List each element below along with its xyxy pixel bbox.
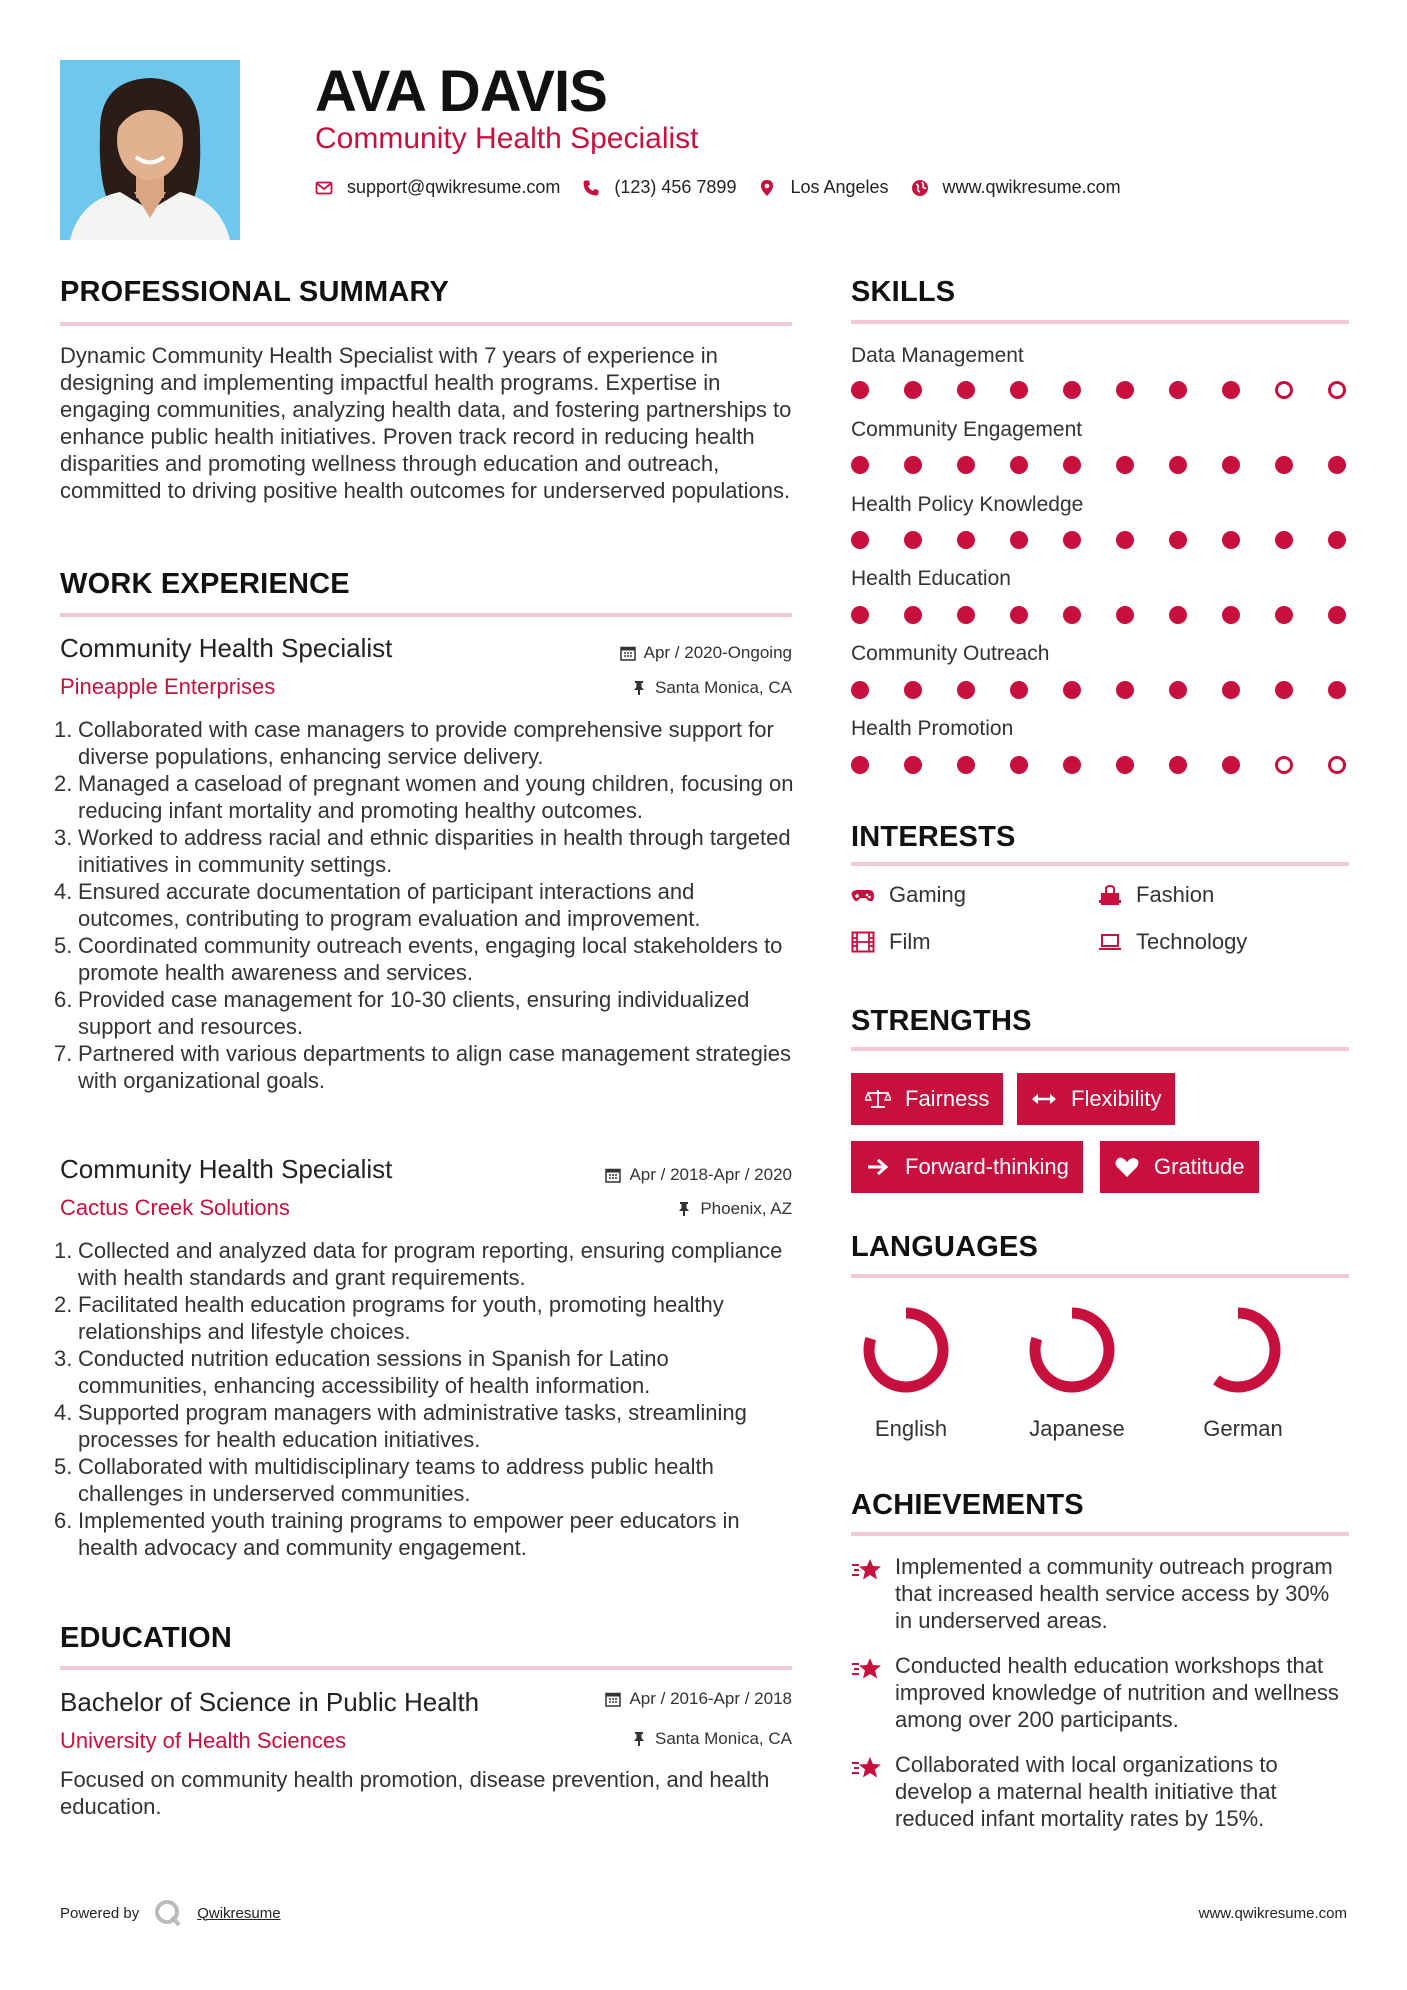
location-text: Los Angeles [790,177,889,197]
job-1-location [631,678,792,698]
degree-title: Bachelor of Science in Public Health [60,1687,480,1717]
education-location [631,1729,792,1749]
skill-dot [1328,606,1346,624]
star-award-icon [851,1557,883,1585]
interest-label: Technology [1136,929,1248,954]
skill-dot [957,456,975,474]
bullet-text: Collaborated with case managers to provide comprehensive support for diverse populations, enhancing service delivery. [78,717,774,769]
list-item: 4. Supported program managers with administrative tasks, streamlining processes for health education initiatives. [54,1400,747,1452]
skill-dot [1116,456,1134,474]
skill-dot [1116,681,1134,699]
job-1-dates-text: Apr / 2020-Ongoing [643,643,792,662]
shopping-bag-icon [1098,884,1122,906]
language-gauge [1012,1300,1132,1400]
skill-label: Health Policy Knowledge [851,493,1084,516]
skill-dot [1116,756,1134,774]
job-1-dates [620,643,792,663]
gamepad-icon [851,884,875,906]
skill-rating [851,681,1349,701]
interest-label: Film [889,929,931,954]
skill-dot [1116,606,1134,624]
arrows-horizontal-icon [1031,1088,1057,1110]
skill-rating [851,756,1349,776]
skill-dot [1169,381,1187,399]
skills-heading: SKILLS [851,276,956,308]
work-divider [60,613,792,617]
bullet-text: Collaborated with multidisciplinary teams to address public health challenges in underserved communities. [78,1454,714,1506]
skill-dot [1275,381,1293,399]
skill-dot [1328,681,1346,699]
skill-rating [851,456,1349,476]
laptop-icon [1098,931,1122,953]
job-2-location [676,1199,792,1219]
list-item: 1. Collected and analyzed data for program reporting, ensuring compliance with health standards and grant requirements. [54,1238,783,1290]
film-icon [851,931,875,953]
interest-label: Fashion [1136,882,1215,907]
email-text: support@qwikresume.com [347,177,561,197]
star-award-icon [851,1755,883,1783]
skill-dot [957,756,975,774]
achievements-heading: ACHIEVEMENTS [851,1489,1084,1521]
skill-dot [1063,681,1081,699]
footer-website[interactable]: www.qwikresume.com [1198,1905,1347,1922]
heart-icon [1114,1156,1140,1178]
skill-dot [1010,606,1028,624]
skill-dot [851,456,869,474]
job-1-location-text: Santa Monica, CA [654,678,792,697]
skill-dot [904,381,922,399]
summary-text: Dynamic Community Health Specialist with 7 years of experience in designing and implementing impactful health programs. Expertise in engaging communities, analyzing health data, and fostering partnerships to enhance public health initiatives. Proven track record in reducing health disparities and promoting wellness through education and outreach, committed to driving positive health outcomes for underserved populations. [60,343,792,503]
skill-dot [1222,456,1240,474]
skill-label: Community Engagement [851,418,1083,441]
bullet-text: Ensured accurate documentation of participant interactions and outcomes, contributing to program evaluation and improvement. [78,879,701,931]
language-label: English [874,1416,948,1441]
skill-dot [1169,606,1187,624]
language-gauge [1178,1300,1298,1400]
job-1-bullets [54,716,800,1094]
skill-dot [1328,756,1346,774]
skill-dot [1222,756,1240,774]
powered-by-text: Powered by [60,1904,140,1922]
contact-location [758,177,888,198]
skill-dot [1010,531,1028,549]
job-2-title: Community Health Specialist [60,1154,393,1184]
strength-tag [851,1141,1083,1193]
achievements-divider [851,1532,1349,1536]
skill-dot [1275,681,1293,699]
skill-dot [1063,381,1081,399]
phone-text: (123) 456 7899 [614,177,737,197]
summary-divider [60,322,792,326]
envelope-icon [315,179,333,197]
job-1-company: Pineapple Enterprises [60,674,276,699]
skill-dot [904,681,922,699]
strength-label: Fairness [905,1086,990,1111]
bullet-text: Coordinated community outreach events, engaging local stakeholders to promote health awareness and services. [78,933,783,985]
bullet-text: Partnered with various departments to align case management strategies with organizational goals. [78,1041,791,1093]
skill-dot [1063,606,1081,624]
strength-label: Forward-thinking [905,1154,1069,1179]
skill-dot [1222,381,1240,399]
interests-heading: INTERESTS [851,821,1016,853]
skill-dot [1275,531,1293,549]
language-arc-fill [869,1313,943,1387]
arrow-right-icon [865,1156,891,1178]
skill-dot [851,756,869,774]
list-item: 5. Coordinated community outreach events, engaging local stakeholders to promote health awareness and services. [54,933,783,985]
education-dates-text: Apr / 2016-Apr / 2018 [629,1689,792,1708]
strength-tag [1017,1073,1175,1125]
education-description: Focused on community health promotion, disease prevention, and health education. [60,1767,770,1819]
calendar-icon [605,1167,621,1183]
job-1-title: Community Health Specialist [60,633,393,663]
list-item: 7. Partnered with various departments to align case management strategies with organizational goals. [54,1041,791,1093]
language-arc [1022,1300,1122,1400]
language-label: Japanese [1029,1416,1125,1441]
skill-dot [1169,756,1187,774]
profile-photo [60,60,240,240]
skill-dot [1063,456,1081,474]
education-heading: EDUCATION [60,1622,233,1654]
skill-dot [1116,531,1134,549]
brand-link[interactable]: Qwikresume [197,1904,281,1922]
skill-dot [1063,756,1081,774]
globe-icon [911,179,929,197]
skill-dot [1116,381,1134,399]
skill-dot [1010,381,1028,399]
education-divider [60,1666,792,1670]
skill-rating [851,531,1349,551]
skill-dot [1010,681,1028,699]
list-item: 3. Conducted nutrition education sessions in Spanish for Latino communities, enhancing accessibility of health information. [54,1346,669,1398]
pushpin-icon [631,1731,647,1747]
job-2-dates-text: Apr / 2018-Apr / 2020 [629,1165,792,1184]
language-arc [856,1300,956,1400]
balance-scale-icon [865,1088,891,1110]
job-2-dates [605,1165,792,1185]
qwikresume-logo-icon [153,1898,183,1928]
skill-dot [1063,531,1081,549]
interests-divider [851,862,1349,866]
skill-dot [1222,531,1240,549]
map-pin-icon [758,179,776,197]
pushpin-icon [676,1201,692,1217]
skill-dot [1169,456,1187,474]
skill-dot [1222,681,1240,699]
list-item: 2. Managed a caseload of pregnant women and young children, focusing on reducing infant mortality and promoting healthy outcomes. [54,771,794,823]
bullet-text: Implemented youth training programs to empower peer educators in health advocacy and community engagement. [78,1508,740,1560]
achievement-text: Implemented a community outreach program that increased health service access by 30% in underserved areas. [895,1554,1333,1633]
skill-dot [957,381,975,399]
strengths-divider [851,1047,1349,1051]
calendar-icon [605,1691,621,1707]
skill-dot [1328,381,1346,399]
list-item: 3. Worked to address racial and ethnic disparities in health through targeted initiatives in community settings. [54,825,791,877]
interest-label: Gaming [889,882,967,907]
skill-dot [904,756,922,774]
interest-item [851,929,931,955]
list-item: 2. Facilitated health education programs for youth, promoting healthy relationships and lifestyle choices. [54,1292,724,1344]
summary-heading: PROFESSIONAL SUMMARY [60,276,450,308]
strength-tag [1100,1141,1259,1193]
languages-heading: LANGUAGES [851,1231,1039,1263]
candidate-name: AVA DAVIS [315,59,607,124]
skill-dot [1275,606,1293,624]
skill-dot [1010,456,1028,474]
interest-item [1098,929,1247,955]
contact-website[interactable] [911,177,1121,198]
work-heading: WORK EXPERIENCE [60,568,350,600]
language-gauge [846,1300,966,1400]
website-text: www.qwikresume.com [942,177,1121,197]
bullet-text: Supported program managers with administrative tasks, streamlining processes for health education initiatives. [78,1400,747,1452]
languages-divider [851,1274,1349,1278]
skill-dot [957,606,975,624]
skill-dot [904,456,922,474]
skill-dot [851,606,869,624]
strength-label: Gratitude [1154,1154,1245,1179]
interest-item [1098,882,1214,908]
list-item: 1. Collaborated with case managers to provide comprehensive support for diverse populations, enhancing service delivery. [54,717,774,769]
job-2-bullets [54,1237,800,1561]
pushpin-icon [631,680,647,696]
list-item: 6. Implemented youth training programs to empower peer educators in health advocacy and community engagement. [54,1508,740,1560]
language-arc-fill [1216,1313,1275,1387]
calendar-icon [620,645,636,661]
skill-dot [1222,606,1240,624]
job-2-location-text: Phoenix, AZ [700,1199,792,1218]
contact-bar [315,177,1143,198]
list-item: 5. Collaborated with multidisciplinary teams to address public health challenges in underserved communities. [54,1454,714,1506]
skill-dot [1010,756,1028,774]
contact-phone[interactable] [582,177,736,198]
language-arc [1188,1300,1288,1400]
school-name: University of Health Sciences [60,1728,347,1753]
achievement-text: Collaborated with local organizations to develop a maternal health initiative that reduced infant mortality rates by 15%. [895,1752,1278,1831]
bullet-text: Managed a caseload of pregnant women and young children, focusing on reducing infant mortality and promoting healthy outcomes. [78,771,794,823]
achievement-text: Conducted health education workshops that improved knowledge of nutrition and wellness among over 200 participants. [895,1653,1339,1732]
skill-label: Health Promotion [851,717,1014,740]
job-2-company: Cactus Creek Solutions [60,1195,290,1220]
education-dates [605,1689,792,1709]
skill-dot [1275,456,1293,474]
skill-dot [904,531,922,549]
contact-email[interactable] [315,177,560,198]
skill-dot [851,681,869,699]
skill-dot [851,531,869,549]
skill-dot [1328,531,1346,549]
skill-rating [851,606,1349,626]
list-item: 4. Ensured accurate documentation of participant interactions and outcomes, contributing to program evaluation and improvement. [54,879,701,931]
list-item: 6. Provided case management for 10-30 clients, ensuring individualized support and resources. [54,987,750,1039]
footer-powered [60,1898,281,1928]
skill-dot [957,681,975,699]
bullet-text: Provided case management for 10-30 clients, ensuring individualized support and resources. [78,987,750,1039]
phone-icon [582,179,600,197]
bullet-text: Collected and analyzed data for program reporting, ensuring compliance with health standards and grant requirements. [78,1238,783,1290]
language-label: German [1203,1416,1283,1441]
interest-item [851,882,966,908]
skill-dot [1328,456,1346,474]
skills-divider [851,320,1349,324]
star-award-icon [851,1656,883,1684]
skill-dot [1275,756,1293,774]
language-arc-fill [1035,1313,1109,1387]
bullet-text: Worked to address racial and ethnic disparities in health through targeted initiatives in community settings. [78,825,791,877]
skill-dot [904,606,922,624]
education-location-text: Santa Monica, CA [654,1729,792,1748]
skill-label: Data Management [851,344,1024,367]
skill-dot [1169,681,1187,699]
skill-rating [851,381,1349,401]
skill-dot [851,381,869,399]
bullet-text: Conducted nutrition education sessions in Spanish for Latino communities, enhancing accessibility of health information. [78,1346,669,1398]
skill-dot [1169,531,1187,549]
skill-label: Community Outreach [851,642,1050,665]
strength-label: Flexibility [1071,1086,1162,1111]
bullet-text: Facilitated health education programs for youth, promoting healthy relationships and lifestyle choices. [78,1292,724,1344]
strengths-heading: STRENGTHS [851,1005,1032,1037]
skill-label: Health Education [851,567,1011,590]
skill-dot [957,531,975,549]
candidate-role: Community Health Specialist [315,122,699,155]
strength-tag [851,1073,1003,1125]
